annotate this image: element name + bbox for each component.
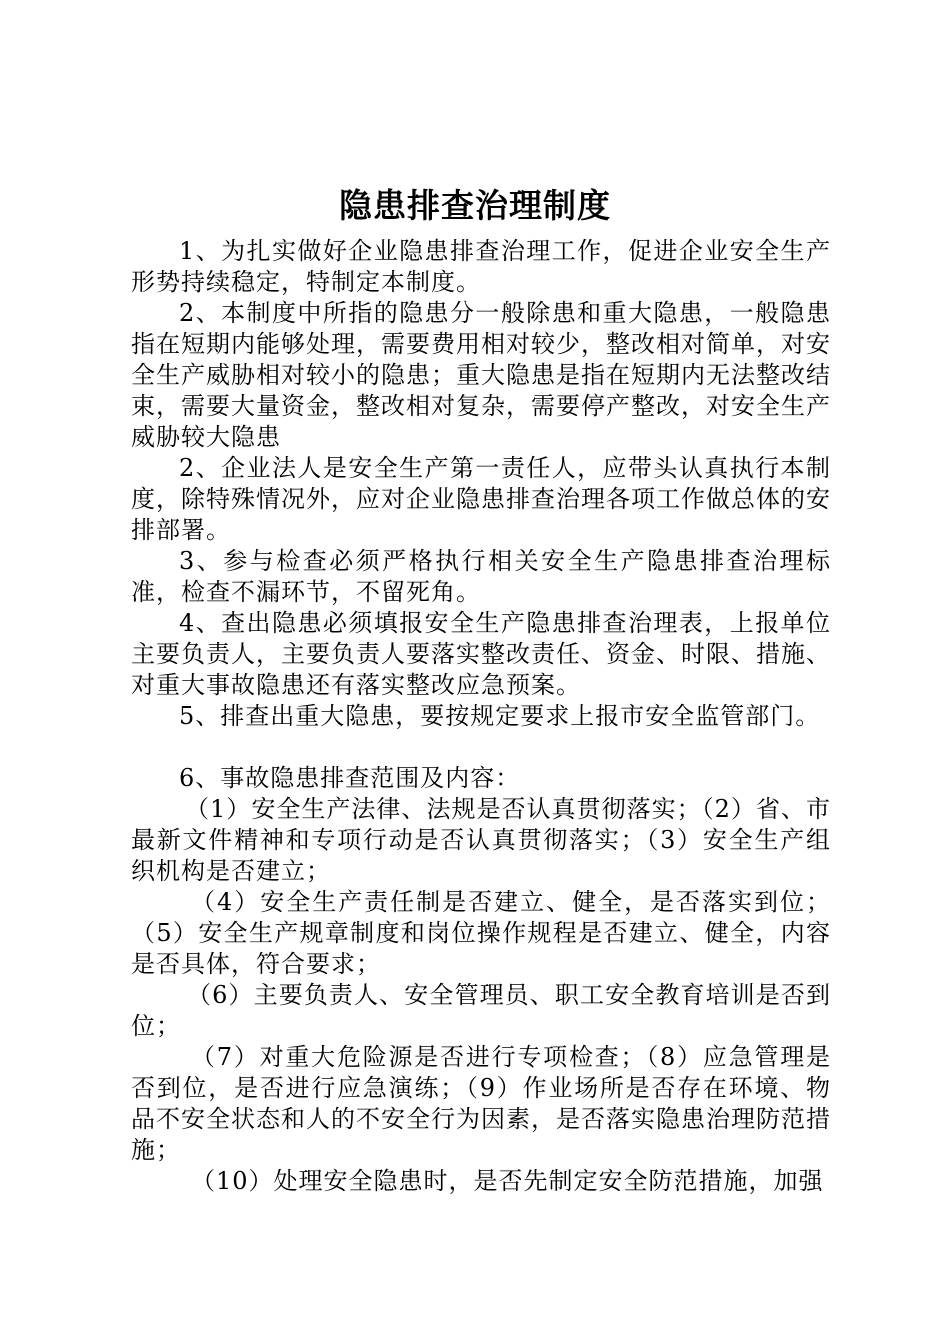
paragraph-10: （6）主要负责人、安全管理员、职工安全教育培训是否到位；: [131, 981, 831, 1040]
document-body: [131, 236, 831, 1197]
paragraph-4: 3、参与检查必须严格执行相关安全生产隐患排查治理标准，检查不漏环节，不留死角。: [131, 547, 831, 606]
paragraph-5: 4、查出隐患必须填报安全生产隐患排查治理表，上报单位主要负责人，主要负责人要落实整改责任、资金、时限、措施、对重大事故隐患还有落实整改应急预案。: [131, 609, 831, 699]
paragraph-6: 5、排查出重大隐患，要按规定要求上报市安全监管部门。: [179, 702, 821, 730]
paragraph-7: 6、事故隐患排查范围及内容：: [179, 764, 521, 792]
paragraph-11: （7）对重大危险源是否进行专项检查；（8）应急管理是否到位，是否进行应急演练；（9）作业场所是否存在环境、物品不安全状态和人的不安全行为因素，是否落实隐患治理防范措施；: [131, 1043, 831, 1164]
paragraph-3: 2、企业法人是安全生产第一责任人，应带头认真执行本制度，除特殊情况外，应对企业隐患排查治理各项工作做总体的安排部署。: [131, 454, 831, 544]
paragraph-1: 1、为扎实做好企业隐患排查治理工作，促进企业安全生产形势持续稳定，特制定本制度。: [131, 237, 831, 296]
paragraph-12: （10）处理安全隐患时，是否先制定安全防范措施，加强: [191, 1167, 824, 1195]
paragraph-9: （4）安全生产责任制是否建立、健全，是否落实到位；（5）安全生产规章制度和岗位操作规程是否建立、健全，内容是否具体，符合要求；: [131, 888, 831, 978]
paragraph-2: 2、本制度中所指的隐患分一般除患和重大隐患，一般隐患指在短期内能够处理，需要费用相对较少，整改相对简单，对安全生产威胁相对较小的隐患；重大隐患是指在短期内无法整改结束，需要大量资金，整改相对复杂，需要停产整改，对安全生产威胁较大隐患: [131, 299, 831, 451]
document-title: 隐患排查治理制度: [339, 186, 611, 225]
paragraph-8: （1）安全生产法律、法规是否认真贯彻落实；（2）省、市最新文件精神和专项行动是否认真贯彻落实；（3）安全生产组织机构是否建立；: [131, 795, 831, 885]
